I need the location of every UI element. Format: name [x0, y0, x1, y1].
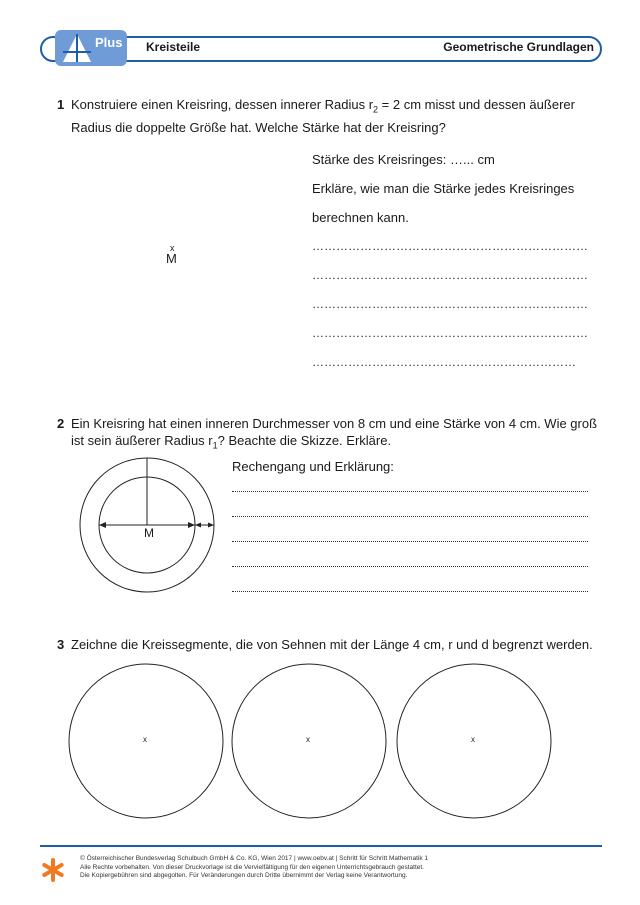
footer-text [80, 855, 428, 881]
footer-rule [40, 845, 602, 847]
q1-text-line1-pre: Konstruiere einen Kreisring, dessen innerer Radius r [71, 97, 374, 112]
q2-text-line2-post: ? Beachte die Skizze. Erkläre. [217, 433, 392, 448]
q3-center-mark-1: x [143, 735, 147, 744]
q2-answer-line [232, 566, 588, 567]
plus-logo [55, 30, 127, 66]
arrow-left [99, 522, 106, 528]
q1-number: 1 [57, 97, 65, 112]
q2-text-line2-pre: ist sein äußerer Radius r [71, 433, 213, 448]
q2-answer-line [232, 541, 588, 542]
header-left-title: Kreisteile [146, 40, 201, 54]
q1-text [71, 96, 575, 136]
thickness-arrow-right [208, 523, 214, 528]
q2-answer-line [232, 516, 588, 517]
q3-center-mark-2: x [306, 735, 310, 744]
footer-line1: © Österreichischer Bundesverlag Schulbuch GmbH & Co. KG, Wien 2017 | www.oebv.at | Schritt für Schritt Mathematik 1 [80, 855, 428, 862]
q2-number: 2 [57, 416, 65, 431]
q1-text-line2: Radius die doppelte Größe hat. Welche Stärke hat der Kreisring? [71, 119, 446, 135]
q2-sub: 1 [212, 440, 218, 451]
q2-work-label: Rechengang und Erklärung: [232, 459, 394, 474]
header-right-title: Geometrische Grundlagen [443, 40, 594, 54]
arrow-right [188, 522, 195, 528]
q1-sub: 2 [373, 104, 379, 115]
q1-answer-label: Stärke des Kreisringes: …... cm [312, 152, 495, 167]
q1-answer-line: …………………………………………………………… [312, 268, 588, 282]
q3-circles [68, 663, 598, 821]
q3-center-mark-3: x [471, 735, 475, 744]
publisher-logo-icon [40, 857, 66, 883]
q2-text-line1: Ein Kreisring hat einen inneren Durchmesser von 8 cm und eine Stärke von 4 cm. Wie groß [71, 416, 598, 431]
q3-number: 3 [57, 637, 65, 652]
q3-text: Zeichne die Kreissegmente, die von Sehnen mit der Länge 4 cm, r und d begrenzt werden. [71, 637, 593, 652]
q1-center-x: x [170, 243, 175, 253]
q2-answer-line [232, 591, 588, 592]
thickness-arrow-left [195, 523, 201, 528]
q1-answer-line: …………………………………………………………… [312, 239, 588, 253]
q2-text [71, 415, 597, 455]
q1-answer-line: …………………………………………………………… [312, 297, 588, 311]
logo-text: Plus [95, 35, 123, 50]
q1-explain-line2: berechnen kann. [312, 210, 409, 225]
footer-line3: Die Kopiergebühren sind abgegolten. Für Veränderungen durch Dritte übernimmt der Verlag keine Verantwortung. [80, 872, 408, 879]
q1-center-label: M [166, 251, 177, 266]
q2-answer-line [232, 491, 588, 492]
q1-answer-line: …………………………………………………………… [312, 326, 588, 340]
q1-answer-line: ………………………………………………………… [312, 355, 576, 369]
q1-text-line1-post: = 2 cm misst und dessen äußerer [378, 97, 575, 112]
q2-center-label: M [144, 526, 154, 540]
q1-explain-line1: Erkläre, wie man die Stärke jedes Kreisringes [312, 181, 575, 196]
footer-line2: Alle Rechte vorbehalten. Von dieser Druckvorlage ist die Vervielfältigung für den eigenen Unterrichtsgebrauch gestattet. [80, 863, 424, 871]
